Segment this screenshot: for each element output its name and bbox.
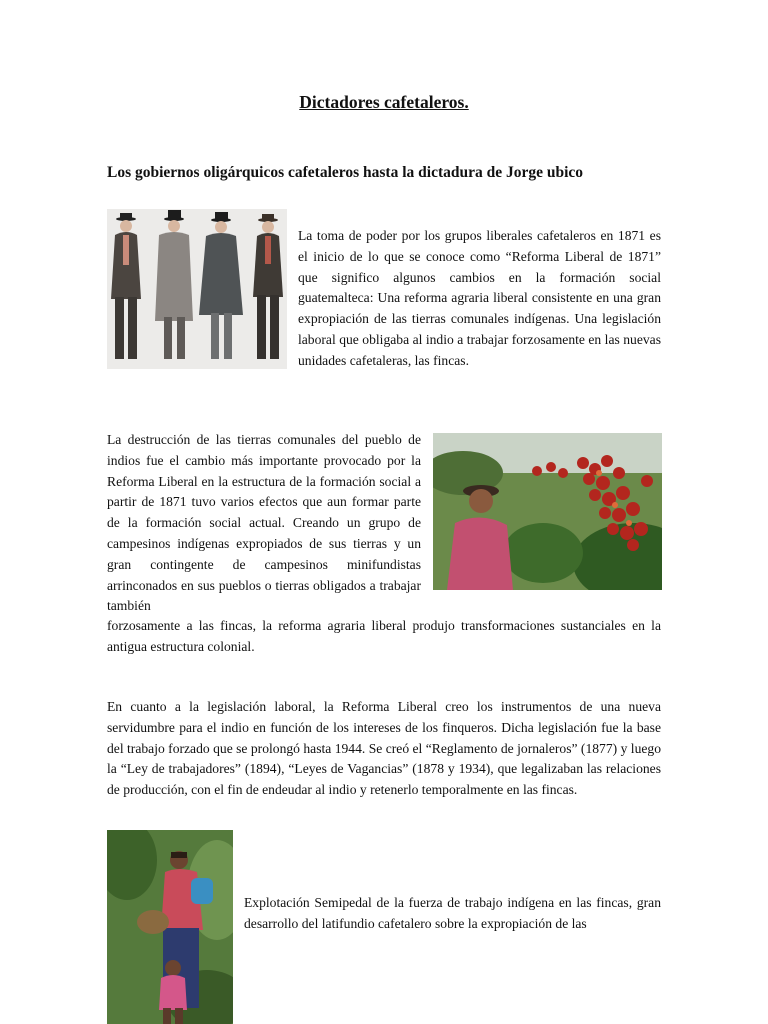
document-title: Dictadores cafetaleros. [299,92,469,112]
document-subtitle: Los gobiernos oligárquicos cafetaleros hasta la dictadura de Jorge ubico [107,164,584,181]
four-men-in-suits-illustration [107,209,287,369]
worker-with-coffee-cherries-photo [433,433,662,590]
paragraph-tierras-comunales: La destrucción de las tierras comunales del pueblo de indios fue el cambio más importante provocado por la Reforma Liberal en la estructura de la formación social a partir de 1871 tuvo varios efectos que aun formar parte de la formación social actual. Creando un grupo de campesinos indígenas expropiados de sus tierras y un gran contingente de campesinos minifundistas arrinconados en sus pueblos o tierras obligados a trabajar también [107,432,421,614]
paragraph-reforma-liberal: La toma de poder por los grupos liberales cafetaleros en 1871 es el inicio de lo que se conoce como “Reforma Liberal de 1871” que significo algunos cambios en la formación social guatemalteca: Una reforma agraria liberal consistente en una gran expropiación de las tierras comunales indígenas. Una legislación laboral que obligaba al indio a trabajar forzosamente en las nuevas unidades cafetaleras, las fincas. [298,228,661,368]
paragraph-tierras-comunales-continued: forzosamente a las fincas, la reforma agraria liberal produjo transformaciones sustanciales en la antigua estructura colonial. [107,618,661,654]
paragraph-legislacion-laboral: En cuanto a la legislación laboral, la Reforma Liberal creo los instrumentos de una nueva servidumbre para el indio en función de los intereses de los finqueros. Dicha legislación fue la base del trabajo forzado que se prolongó hasta 1944. Se creó el “Reglamento de jornaleros” (1877) y luego la “Ley de trabajadores” (1894), “Leyes de Vagancias” (1878 y 1934), que legalizaban las relaciones de producción, con el fin de endeudar al indio y retenerlo temporalmente en las fincas. [107,699,661,798]
paragraph-explotacion-semipedal: Explotación Semipedal de la fuerza de trabajo indígena en las fincas, gran desarrollo del latifundio cafetalero sobre la expropiación de las [244,895,661,931]
indigenous-woman-and-child-in-coffee-farm-photo [107,830,233,1024]
